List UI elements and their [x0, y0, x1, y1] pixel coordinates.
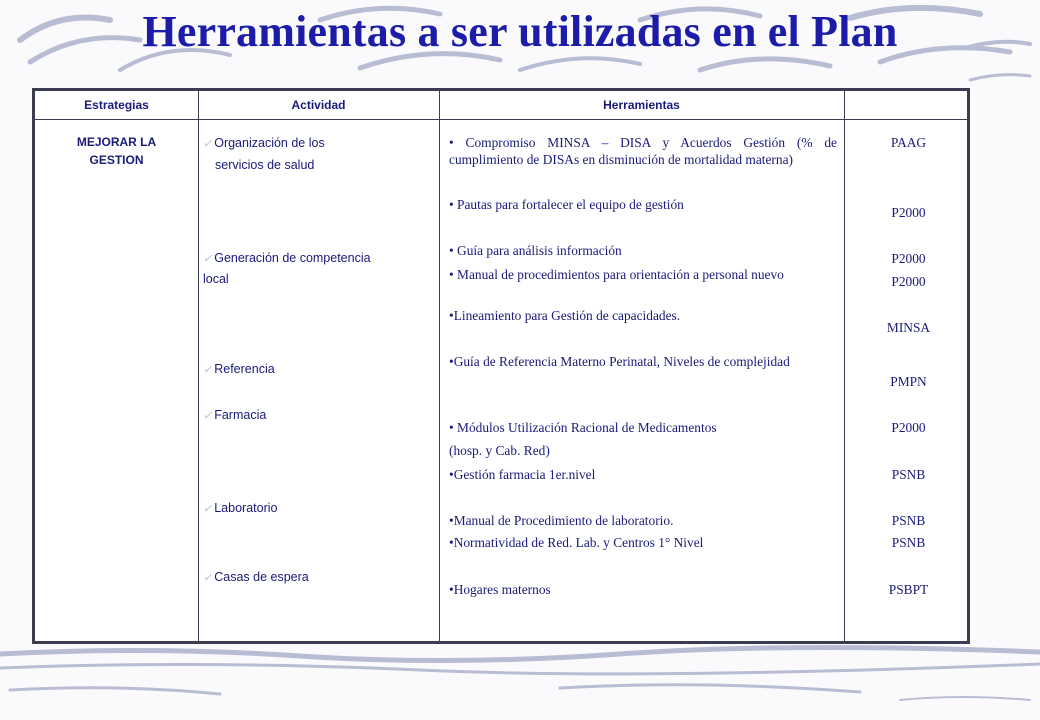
tool-item: •Lineamiento para Gestión de capacidades.: [449, 308, 681, 323]
source-item: PMPN: [890, 374, 927, 389]
tool-item: (hosp. y Cab. Red): [449, 443, 550, 458]
source-item: P2000: [891, 274, 926, 289]
activity-label: local: [203, 272, 229, 286]
activity-item: [203, 567, 403, 589]
plan-tools-table: [32, 88, 970, 644]
check-icon: ✓: [203, 572, 213, 584]
source-item: PSBPT: [888, 582, 929, 597]
activity-label: Casas de espera: [214, 570, 309, 584]
source-item: PSNB: [891, 535, 926, 550]
activity-label: Generación de competencia: [214, 251, 371, 265]
page-title: Herramientas a ser utilizadas en el Plan: [142, 7, 898, 56]
header-activity: Actividad: [291, 98, 346, 112]
activity-item: [203, 405, 403, 427]
tool-item: •Normatividad de Red. Lab. y Centros 1° Nivel: [449, 535, 704, 550]
tool-item: •Hogares maternos: [449, 582, 551, 597]
tool-item: • Compromiso MINSA – DISA y Acuerdos Gestión (% de cumplimiento de DISAs en disminución de mortalidad materna): [449, 135, 837, 167]
activity-item: [203, 133, 403, 176]
tool-item: •Manual de Procedimiento de laboratorio.: [449, 513, 674, 528]
header-divider: [35, 119, 967, 120]
activity-item: [203, 359, 403, 381]
header-tools: Herramientas: [603, 98, 680, 112]
source-item: PSNB: [891, 513, 926, 528]
column-divider: [439, 91, 440, 641]
check-icon: ✓: [203, 410, 213, 422]
strategy-line: MEJORAR LA: [76, 135, 157, 149]
header-strategies: Estrategias: [84, 98, 149, 112]
activity-label: Referencia: [214, 362, 275, 376]
column-divider: [844, 91, 845, 641]
check-icon: ✓: [203, 253, 213, 265]
tool-item: •Guía de Referencia Materno Perinatal, Niveles de complejidad: [449, 354, 790, 369]
strategy-line: GESTION: [89, 153, 144, 167]
activity-label: servicios de salud: [215, 158, 315, 172]
strategy-cell: [35, 133, 198, 169]
tool-item: • Guía para análisis información: [449, 243, 622, 258]
source-item: P2000: [891, 420, 926, 435]
tool-item: • Pautas para fortalecer el equipo de gestión: [449, 197, 684, 212]
check-icon: ✓: [203, 364, 213, 376]
activity-item: [203, 498, 403, 520]
activity-label: Laboratorio: [214, 501, 278, 515]
source-item: P2000: [891, 205, 926, 220]
check-icon: ✓: [203, 503, 213, 515]
activity-label: Organización de los: [214, 136, 325, 150]
activity-item: [203, 248, 403, 289]
header-source: [844, 91, 970, 119]
check-icon: ✓: [203, 138, 213, 150]
source-item: PAAG: [890, 135, 927, 150]
tool-item: • Módulos Utilización Racional de Medicamentos: [449, 420, 717, 435]
column-divider: [198, 91, 199, 641]
source-item: PSNB: [891, 467, 926, 482]
activity-label: Farmacia: [214, 408, 267, 422]
source-item: MINSA: [886, 320, 931, 335]
source-item: P2000: [891, 251, 926, 266]
tool-item: •Gestión farmacia 1er.nivel: [449, 467, 596, 482]
tool-item: • Manual de procedimientos para orientación a personal nuevo: [449, 267, 784, 282]
